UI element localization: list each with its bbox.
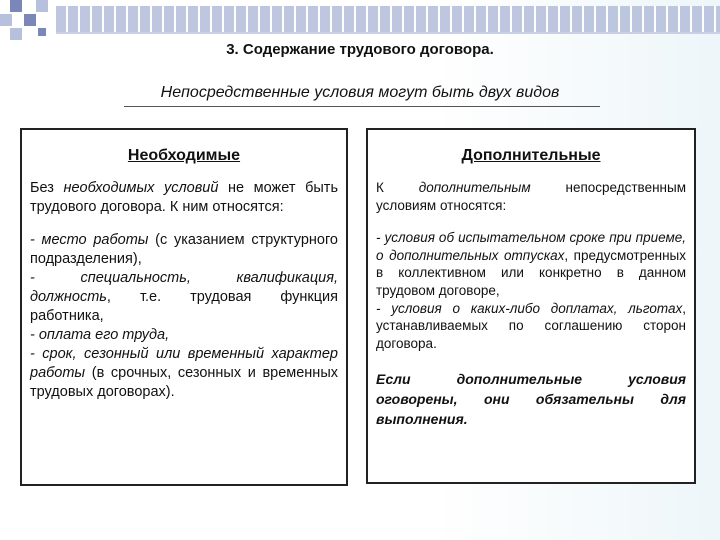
- necessary-list: [30, 231, 338, 402]
- header-decoration: [0, 0, 720, 40]
- additional-body: [376, 179, 686, 429]
- additional-conditions-box: [366, 128, 696, 484]
- deco-square: [0, 14, 12, 26]
- text-italic: - специальность, квалификация, должность: [30, 270, 338, 305]
- text: К: [376, 180, 419, 195]
- necessary-conditions-box: [20, 128, 348, 486]
- deco-square: [38, 28, 46, 36]
- additional-list: [376, 229, 686, 352]
- deco-stripe-bar: [56, 6, 720, 32]
- text-italic: - оплата его труда,: [30, 327, 170, 343]
- necessary-body: [30, 179, 338, 402]
- text: (с указанием структурного подразделения),: [30, 232, 338, 267]
- necessary-intro: [30, 179, 338, 217]
- text: Без: [30, 180, 64, 196]
- additional-heading: Дополнительные: [461, 147, 601, 164]
- text-italic: - место работы: [30, 232, 149, 248]
- page-title: 3. Содержание трудового договора.: [226, 41, 494, 58]
- text: , устанавливаемых по соглашению сторон договора.: [376, 300, 686, 351]
- additional-intro: [376, 179, 686, 214]
- text: непосредственным условиям относятся:: [376, 180, 686, 213]
- deco-square: [10, 28, 22, 40]
- necessary-heading: Необходимые: [127, 147, 241, 164]
- text: не может быть трудового договора. К ним относятся:: [30, 180, 338, 215]
- deco-square: [36, 0, 48, 12]
- additional-conclusion: Если дополнительные условия оговорены, они обязательны для выполнения.: [376, 371, 686, 428]
- text-italic: необходимых условий: [63, 180, 219, 196]
- text-italic: - условия о каких-либо доплатах, льготах: [376, 300, 683, 316]
- text-italic: - срок, сезонный или временный характер работы: [30, 346, 338, 381]
- text: , т.е. трудовая функция работника,: [30, 289, 338, 324]
- deco-line: [56, 32, 720, 34]
- text: (в срочных, сезонных и временных трудовых договорах).: [30, 365, 338, 400]
- subtitle-underline: [124, 106, 600, 107]
- page-subtitle: Непосредственные условия могут быть двух видов: [160, 84, 560, 101]
- text: , предусмотренных в коллективном или конкретно в данном трудовом договоре,: [376, 247, 686, 298]
- deco-square: [24, 14, 36, 26]
- text-italic: дополнительным: [418, 180, 531, 195]
- deco-square: [10, 0, 22, 12]
- text-italic: - условия об испытательном сроке при приеме, о дополнительных отпусках: [376, 230, 686, 263]
